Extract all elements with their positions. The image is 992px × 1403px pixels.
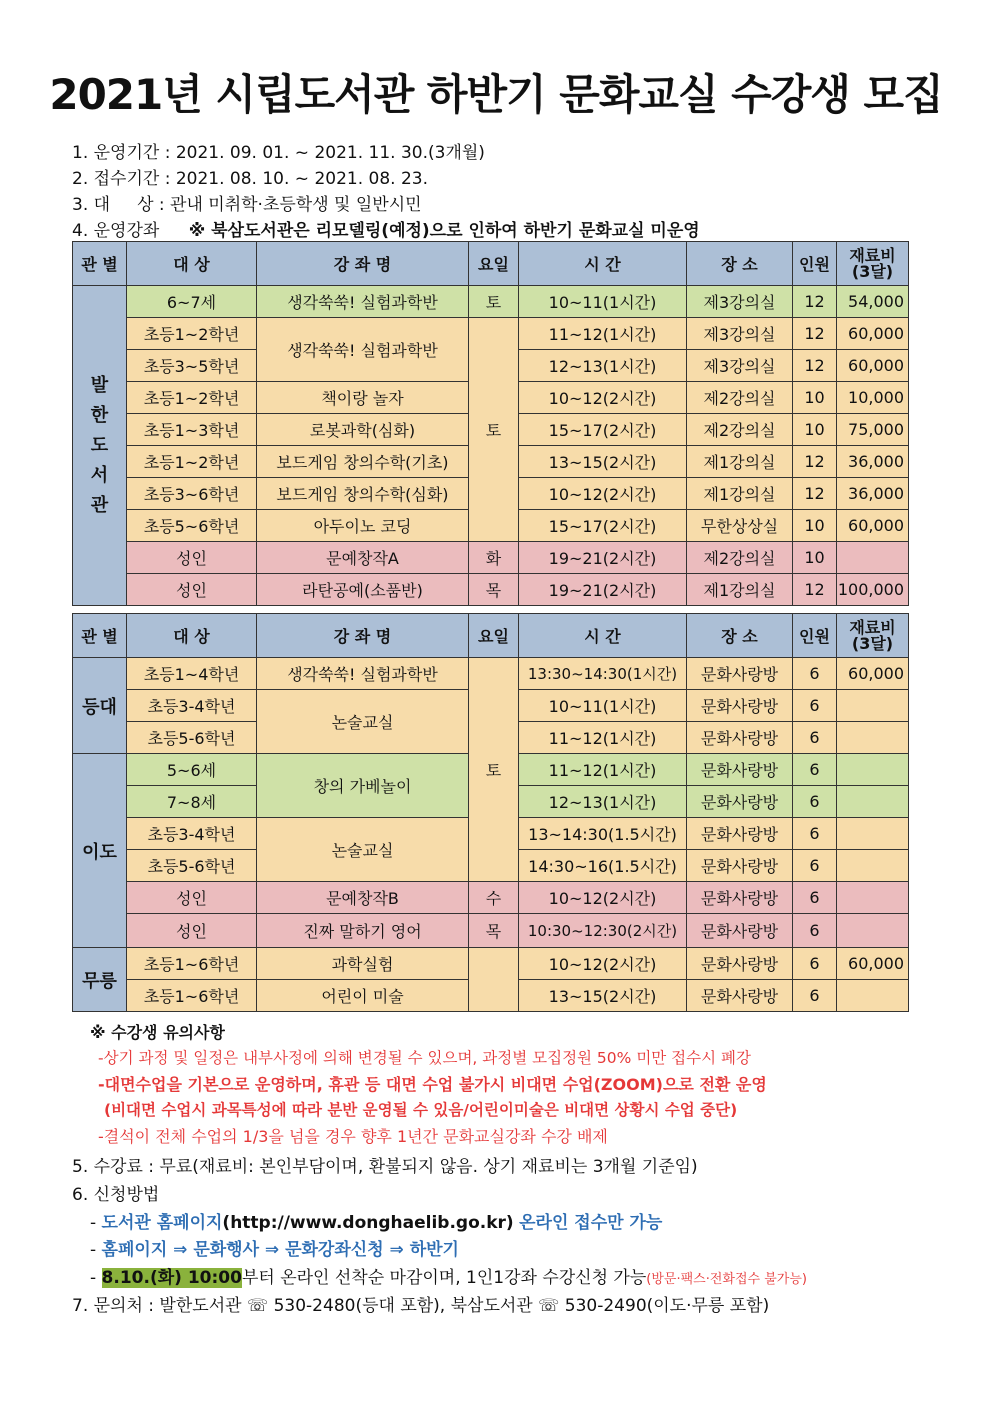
cell-fee: 60,000 xyxy=(837,948,909,980)
apply-url-link[interactable]: (http://www.donghaelib.go.kr) xyxy=(222,1213,514,1233)
cell-capacity: 10 xyxy=(793,510,837,542)
cell-fee: 54,000 xyxy=(837,286,909,318)
cell-course: 생각쑥쑥! 실험과학반 xyxy=(257,658,469,690)
cell-course: 문예창작A xyxy=(257,542,469,574)
table-row xyxy=(73,318,909,350)
cell-course: 창의 가베놀이 xyxy=(257,754,469,818)
cell-fee xyxy=(837,690,909,722)
cell-target: 초등1~2학년 xyxy=(127,382,257,414)
cell-time: 10~11(1시간) xyxy=(519,690,687,722)
table-row xyxy=(73,914,909,948)
col-course: 강 좌 명 xyxy=(257,242,469,286)
apply-homepage-label: 도서관 홈페이지 xyxy=(101,1213,223,1233)
cell-fee xyxy=(837,850,909,882)
cell-course: 아두이노 코딩 xyxy=(257,510,469,542)
cell-time: 15~17(2시간) xyxy=(519,414,687,446)
cell-capacity: 12 xyxy=(793,286,837,318)
table-row xyxy=(73,882,909,914)
cell-place: 제1강의실 xyxy=(687,478,793,510)
page-title: 2021년 시립도서관 하반기 문화교실 수강생 모집 xyxy=(49,70,943,119)
cell-capacity: 6 xyxy=(793,722,837,754)
info-courses xyxy=(72,216,700,241)
info-courses-label: 4. 운영강좌 xyxy=(72,221,160,241)
apply-start-datetime: 8.10.(화) 10:00 xyxy=(101,1268,242,1288)
note-3: (비대면 수업시 과목특성에 따라 분반 운영될 수 있음/어린이미술은 비대면 상황시 수업 중단) xyxy=(104,1101,738,1119)
cell-course: 문예창작B xyxy=(257,882,469,914)
table-header-row xyxy=(73,242,909,286)
cell-target: 초등1~4학년 xyxy=(127,658,257,690)
apply-menu-path: 홈페이지 ⇒ 문화행사 ⇒ 문화강좌신청 ⇒ 하반기 xyxy=(101,1240,459,1260)
cell-capacity: 6 xyxy=(793,786,837,818)
apply-line-2 xyxy=(90,1235,459,1260)
cell-target: 6~7세 xyxy=(127,286,257,318)
table-header-row xyxy=(73,614,909,658)
cell-place: 문화사랑방 xyxy=(687,786,793,818)
contact-info: 7. 문의처 : 발한도서관 ☏ 530-2480(등대 포함), 북삼도서관 ☏ 530-2490(이도·무릉 포함) xyxy=(72,1296,770,1316)
col-fee: 재료비 (3달) xyxy=(837,614,909,658)
cell-place: 문화사랑방 xyxy=(687,914,793,948)
cell-capacity: 6 xyxy=(793,658,837,690)
col-time: 시 간 xyxy=(519,242,687,286)
info-period: 1. 운영기간 : 2021. 09. 01. ~ 2021. 11. 30.(3개월) xyxy=(72,143,485,163)
cell-fee: 100,000 xyxy=(837,574,909,606)
cell-course: 로봇과학(심화) xyxy=(257,414,469,446)
bullet-dash: - xyxy=(90,1213,97,1233)
bullet-dash: - xyxy=(90,1268,97,1288)
cell-fee xyxy=(837,722,909,754)
cell-time: 10:30~12:30(2시간) xyxy=(519,914,687,948)
cell-time: 10~12(2시간) xyxy=(519,882,687,914)
cell-capacity: 10 xyxy=(793,382,837,414)
cell-time: 12~13(1시간) xyxy=(519,786,687,818)
cell-time: 13~14:30(1.5시간) xyxy=(519,818,687,850)
cell-capacity: 10 xyxy=(793,542,837,574)
cell-time: 19~21(2시간) xyxy=(519,574,687,606)
cell-day: 토 xyxy=(469,318,519,542)
cell-target: 초등3~6학년 xyxy=(127,478,257,510)
cell-target: 초등5-6학년 xyxy=(127,722,257,754)
cell-target: 5~6세 xyxy=(127,754,257,786)
cell-time: 11~12(1시간) xyxy=(519,754,687,786)
cell-place: 문화사랑방 xyxy=(687,722,793,754)
cell-target: 초등1~3학년 xyxy=(127,414,257,446)
cell-capacity: 6 xyxy=(793,948,837,980)
col-day: 요일 xyxy=(469,614,519,658)
cell-course: 책이랑 놀자 xyxy=(257,382,469,414)
cell-time: 19~21(2시간) xyxy=(519,542,687,574)
cell-fee xyxy=(837,914,909,948)
library-ido: 이도 xyxy=(73,754,127,948)
cell-fee xyxy=(837,882,909,914)
cell-target: 초등5-6학년 xyxy=(127,850,257,882)
cell-day: 화 xyxy=(469,542,519,574)
col-capacity: 인원 xyxy=(793,242,837,286)
cell-place: 무한상상실 xyxy=(687,510,793,542)
cell-course: 라탄공예(소품반) xyxy=(257,574,469,606)
cell-target: 7~8세 xyxy=(127,786,257,818)
col-region: 관 별 xyxy=(73,614,127,658)
cell-target: 초등1~6학년 xyxy=(127,980,257,1012)
cell-capacity: 12 xyxy=(793,478,837,510)
cell-fee: 36,000 xyxy=(837,478,909,510)
cell-time: 10~11(1시간) xyxy=(519,286,687,318)
cell-day: 수 xyxy=(469,882,519,914)
cell-target: 초등1~2학년 xyxy=(127,318,257,350)
col-place: 장 소 xyxy=(687,614,793,658)
cell-target: 성인 xyxy=(127,542,257,574)
table-row xyxy=(73,948,909,980)
col-place: 장 소 xyxy=(687,242,793,286)
table-row xyxy=(73,574,909,606)
cell-capacity: 10 xyxy=(793,414,837,446)
notes-heading: ※ 수강생 유의사항 xyxy=(90,1023,225,1042)
cell-place: 문화사랑방 xyxy=(687,658,793,690)
col-day: 요일 xyxy=(469,242,519,286)
cell-capacity: 6 xyxy=(793,914,837,948)
cell-capacity: 6 xyxy=(793,980,837,1012)
cell-course: 진짜 말하기 영어 xyxy=(257,914,469,948)
cell-course: 생각쑥쑥! 실험과학반 xyxy=(257,286,469,318)
cell-target: 초등5~6학년 xyxy=(127,510,257,542)
note-4: -결석이 전체 수업의 1/3을 넘을 경우 향후 1년간 문화교실강좌 수강 배제 xyxy=(98,1127,608,1146)
cell-course: 논술교실 xyxy=(257,818,469,882)
table-row xyxy=(73,286,909,318)
library-deungdae: 등대 xyxy=(73,658,127,754)
cell-capacity: 12 xyxy=(793,446,837,478)
cell-place: 문화사랑방 xyxy=(687,980,793,1012)
cell-capacity: 6 xyxy=(793,882,837,914)
info-application: 2. 접수기간 : 2021. 08. 10. ~ 2021. 08. 23. xyxy=(72,169,428,189)
cell-fee: 60,000 xyxy=(837,510,909,542)
cell-place: 문화사랑방 xyxy=(687,754,793,786)
cell-place: 문화사랑방 xyxy=(687,690,793,722)
cell-place: 문화사랑방 xyxy=(687,882,793,914)
cell-target: 초등1~2학년 xyxy=(127,446,257,478)
cell-time: 10~12(2시간) xyxy=(519,948,687,980)
cell-fee: 60,000 xyxy=(837,318,909,350)
cell-place: 제3강의실 xyxy=(687,318,793,350)
fee-info: 5. 수강료 : 무료(재료비: 본인부담이며, 환불되지 않음. 상기 재료비는 3개월 기준임) xyxy=(72,1157,698,1177)
apply-rule-text: 부터 온라인 선착순 마감이며, 1인1강좌 수강신청 가능 xyxy=(241,1268,647,1288)
cell-place: 제3강의실 xyxy=(687,286,793,318)
cell-time: 14:30~16(1.5시간) xyxy=(519,850,687,882)
cell-day: 목 xyxy=(469,574,519,606)
cell-place: 제1강의실 xyxy=(687,446,793,478)
cell-target: 초등3-4학년 xyxy=(127,690,257,722)
col-time: 시 간 xyxy=(519,614,687,658)
note-2: -대면수업을 기본으로 운영하며, 휴관 등 대면 수업 불가시 비대면 수업(ZOOM)으로 전환 운영 xyxy=(98,1075,767,1094)
cell-fee xyxy=(837,818,909,850)
cell-day: 목 xyxy=(469,914,519,948)
cell-course: 어린이 미술 xyxy=(257,980,469,1012)
cell-capacity: 12 xyxy=(793,574,837,606)
cell-capacity: 6 xyxy=(793,850,837,882)
apply-heading: 6. 신청방법 xyxy=(72,1185,160,1205)
cell-fee: 10,000 xyxy=(837,382,909,414)
cell-day: 토 xyxy=(469,286,519,318)
cell-fee: 60,000 xyxy=(837,658,909,690)
cell-capacity: 6 xyxy=(793,818,837,850)
cell-time: 11~12(1시간) xyxy=(519,318,687,350)
cell-course: 과학실험 xyxy=(257,948,469,980)
schedule-table-branches xyxy=(72,613,909,1012)
col-target: 대 상 xyxy=(127,614,257,658)
cell-day xyxy=(469,948,519,1012)
col-fee: 재료비 (3달) xyxy=(837,242,909,286)
cell-capacity: 12 xyxy=(793,350,837,382)
library-mureung: 무릉 xyxy=(73,948,127,1012)
schedule-table-balhan xyxy=(72,241,909,606)
cell-place: 문화사랑방 xyxy=(687,948,793,980)
col-course: 강 좌 명 xyxy=(257,614,469,658)
cell-target: 초등3~5학년 xyxy=(127,350,257,382)
cell-place: 제2강의실 xyxy=(687,414,793,446)
cell-place: 문화사랑방 xyxy=(687,818,793,850)
cell-target: 성인 xyxy=(127,882,257,914)
library-balhan: 발 한 도 서 관 xyxy=(73,286,127,606)
cell-place: 제3강의실 xyxy=(687,350,793,382)
cell-fee: 60,000 xyxy=(837,350,909,382)
cell-place: 제2강의실 xyxy=(687,382,793,414)
cell-course: 논술교실 xyxy=(257,690,469,754)
cell-target: 성인 xyxy=(127,914,257,948)
cell-course: 보드게임 창의수학(심화) xyxy=(257,478,469,510)
col-region: 관 별 xyxy=(73,242,127,286)
cell-target: 초등3-4학년 xyxy=(127,818,257,850)
cell-place: 제1강의실 xyxy=(687,574,793,606)
cell-fee: 36,000 xyxy=(837,446,909,478)
cell-place: 제2강의실 xyxy=(687,542,793,574)
cell-target: 성인 xyxy=(127,574,257,606)
col-target: 대 상 xyxy=(127,242,257,286)
col-capacity: 인원 xyxy=(793,614,837,658)
apply-online-only: 온라인 접수만 가능 xyxy=(519,1213,663,1233)
apply-restriction: (방문·팩스·전화접수 불가능) xyxy=(646,1272,807,1287)
note-1: -상기 과정 및 일정은 내부사정에 의해 변경될 수 있으며, 과정별 모집정원 50% 미만 접수시 폐강 xyxy=(98,1049,751,1067)
cell-fee xyxy=(837,980,909,1012)
cell-capacity: 12 xyxy=(793,318,837,350)
cell-time: 13~15(2시간) xyxy=(519,446,687,478)
apply-line-3 xyxy=(90,1263,807,1288)
cell-place: 문화사랑방 xyxy=(687,850,793,882)
cell-target: 초등1~6학년 xyxy=(127,948,257,980)
info-target: 3. 대 상 : 관내 미취학·초등학생 및 일반시민 xyxy=(72,195,422,215)
cell-course: 생각쑥쑥! 실험과학반 xyxy=(257,318,469,382)
cell-time: 10~12(2시간) xyxy=(519,478,687,510)
info-courses-note: ※ 북삼도서관은 리모델링(예정)으로 인하여 하반기 문화교실 미운영 xyxy=(188,221,700,241)
cell-time: 11~12(1시간) xyxy=(519,722,687,754)
cell-time: 15~17(2시간) xyxy=(519,510,687,542)
cell-fee xyxy=(837,786,909,818)
cell-fee xyxy=(837,542,909,574)
cell-capacity: 6 xyxy=(793,754,837,786)
cell-time: 10~12(2시간) xyxy=(519,382,687,414)
cell-course: 보드게임 창의수학(기초) xyxy=(257,446,469,478)
cell-time: 12~13(1시간) xyxy=(519,350,687,382)
cell-time: 13:30~14:30(1시간) xyxy=(519,658,687,690)
cell-time: 13~15(2시간) xyxy=(519,980,687,1012)
apply-line-1 xyxy=(90,1208,662,1233)
table-row xyxy=(73,542,909,574)
table-row xyxy=(73,658,909,690)
cell-day: 토 xyxy=(469,658,519,882)
cell-capacity: 6 xyxy=(793,690,837,722)
cell-fee xyxy=(837,754,909,786)
bullet-dash: - xyxy=(90,1240,97,1260)
cell-fee: 75,000 xyxy=(837,414,909,446)
